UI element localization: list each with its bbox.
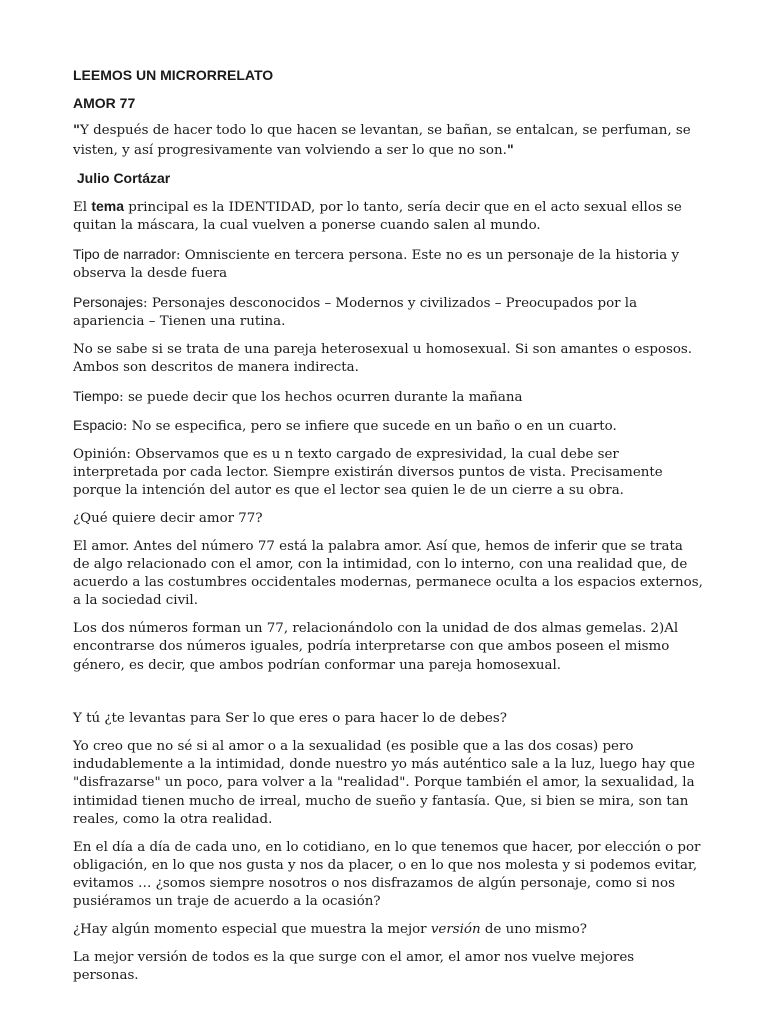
theme-label: tema — [91, 198, 125, 215]
question-3-start: ¿Hay algún momento especial que muestra la mejor — [73, 921, 431, 937]
time-text: : se puede decir que los hechos ocurren durante la mañana — [119, 389, 523, 405]
story-title: AMOR 77 — [73, 94, 136, 111]
space-label: Espacio — [73, 417, 123, 434]
question-1: ¿Qué quiere decir amor 77? — [73, 511, 263, 527]
opinion-paragraph: Opinión: Observamos que es u n texto cargado de expresividad, la cual debe ser interpretada por cada lector. Siempre existirán diversos puntos de vista. Precisamente porque la intención del autor es que el lector sea quien le de un cierre a su obra. — [73, 447, 663, 499]
characters-paragraph — [73, 293, 703, 331]
quote-close-mark: " — [506, 141, 514, 158]
document-title: LEEMOS UN MICRORRELATO — [73, 67, 274, 83]
author-name: Julio Cortázar — [73, 170, 171, 187]
time-paragraph — [73, 387, 703, 407]
daily-life-paragraph: En el día a día de cada uno, en lo cotidiano, en lo que tenemos que hacer, por elección o por obligación, en lo que nos gusta y nos da placer, o en lo que nos molesta y si podemos evitar, evitamos … ¿somos siempre nosotros o nos disfrazamos de algún personaje, como si nos pusiéramos un traje de acuerdo a la ocasión? — [73, 839, 701, 910]
story-quote — [73, 121, 703, 159]
question-3 — [73, 921, 703, 939]
numbers-paragraph: Los dos números forman un 77, relacionándolo con la unidad de dos almas gemelas. 2)Al encontrarse dos números iguales, podría interpretarse con que ambos poseen el mismo género, es decir, que ambos podrían conformar una pareja homosexual. — [73, 621, 679, 673]
space-paragraph — [73, 416, 703, 436]
document-page — [73, 66, 703, 994]
characters-label: Personajes — [73, 293, 144, 310]
question-3-italic-word: versión — [430, 921, 481, 937]
answer-2-paragraph: Yo creo que no sé si al amor o a la sexualidad (es posible que a las dos cosas) pero indudablemente a la intimidad, donde nuestro yo más auténtico sale a la luz, luego hay que "disfrazarse" un poco, para volver a la "realidad". Porque también el amor, la sexualidad, la intimidad tienen mucho de irreal, mucho de sueño y fantasía. Que, si bien se mira, son tan reales, como la otra realidad. — [73, 738, 695, 827]
characters-text: : Personajes desconocidos – Modernos y civilizados – Preocupados por la apariencia – Tienen una rutina. — [73, 295, 638, 330]
theme-prefix: El — [73, 200, 92, 216]
quote-text: Y después de hacer todo lo que hacen se levantan, se bañan, se entalcan, se perfuman, se visten, y así progresivamente van volviendo a ser lo que no son. — [73, 123, 691, 158]
space-text: : No se especifica, pero se infiere que sucede en un baño o en un cuarto. — [122, 419, 617, 435]
question-3-end: de uno mismo? — [480, 921, 587, 937]
blank-spacer — [73, 684, 703, 710]
answer-1-paragraph: El amor. Antes del número 77 está la palabra amor. Así que, hemos de inferir que se trata de algo relacionado con el amor, con la intimidad, con lo interno, con una realidad que, de acuerdo a las costumbres occidentales modernas, permanece oculta a los espacios externos, a la sociedad civil. — [73, 538, 703, 609]
narrator-text: : Omnisciente en tercera persona. Este no es un personaje de la historia y observa la desde fuera — [73, 247, 680, 282]
closing-paragraph: La mejor versión de todos es la que surge con el amor, el amor nos vuelve mejores personas. — [73, 949, 635, 983]
narrator-paragraph — [73, 245, 703, 283]
narrator-label: Tipo de narrador — [73, 245, 176, 262]
theme-paragraph — [73, 197, 703, 235]
question-2: Y tú ¿te levantas para Ser lo que eres o para hacer lo de debes? — [73, 711, 507, 727]
couple-paragraph: No se sabe si se trata de una pareja heterosexual u homosexual. Si son amantes o esposos. Ambos son descritos de manera indirecta. — [73, 341, 693, 375]
time-label: Tiempo — [73, 387, 120, 404]
theme-text: principal es la IDENTIDAD, por lo tanto, sería decir que en el acto sexual ellos se quitan la máscara, la cual vuelven a ponerse cuando salen al mundo. — [73, 200, 682, 234]
quote-open-mark: " — [73, 122, 80, 139]
